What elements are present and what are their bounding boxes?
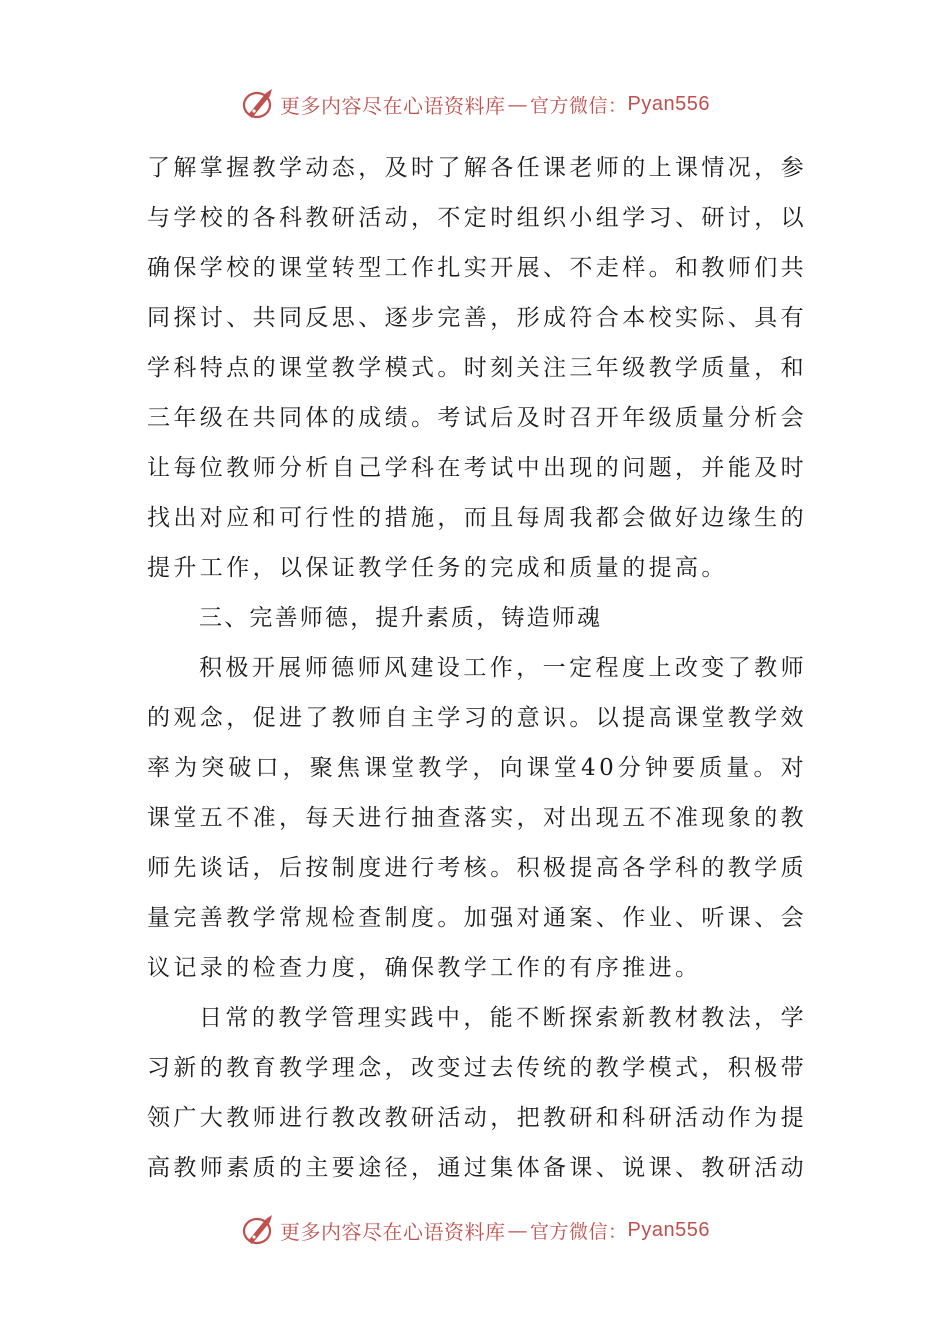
document-body — [147, 143, 807, 1193]
banner-dash: — — [507, 92, 528, 116]
banner-wechat-label: 官方微信： — [530, 1220, 628, 1243]
banner-wechat-id: Pyan556 — [627, 92, 710, 115]
footer-watermark-banner — [0, 1208, 950, 1252]
header-watermark-banner — [0, 82, 950, 126]
section-heading: 三、完善师德，提升素质，铸造师魂 — [199, 605, 603, 631]
banner-dash: — — [507, 1218, 528, 1242]
body-paragraph: 积极开展师德师风建设工作，一定程度上改变了教师的观念，促进了教师自主学习的意识。以提高课堂教学效率为突破口，聚焦课堂教学，向课堂40分钟要质量。对课堂五不准，每天进行抽查落实，对出现五不准现象的教师先谈话，后按制度进行考核。积极提高各学科的教学质量完善教学常规检查制度。加强对通案、作业、听课、会议记录的检查力度，确保教学工作的有序推进。 — [147, 655, 807, 981]
banner-main-text: 更多内容尽在心语资料库 — [280, 1219, 506, 1244]
pen-nib-circle-icon — [240, 87, 276, 121]
body-paragraph: 日常的教学管理实践中，能不断探索新教材教法，学习新的教育教学理念，改变过去传统的教学模式，积极带领广大教师进行教改教研活动，把教研和科研活动作为提高教师素质的主要途径，通过集体备课、说课、教研活动 — [147, 1005, 807, 1181]
banner-wechat-id: Pyan556 — [627, 1218, 710, 1241]
body-paragraph: 了解掌握教学动态，及时了解各任课老师的上课情况，参与学校的各科教研活动，不定时组织小组学习、研讨，以确保学校的课堂转型工作扎实开展、不走样。和教师们共同探讨、共同反思、逐步完善，形成符合本校实际、具有学科特点的课堂教学模式。时刻关注三年级教学质量，和三年级在共同体的成绩。考试后及时召开年级质量分析会让每位教师分析自己学科在考试中出现的问题，并能及时找出对应和可行性的措施，而且每周我都会做好边缘生的提升工作，以保证教学任务的完成和质量的提高。 — [147, 155, 807, 581]
banner-main-text: 更多内容尽在心语资料库 — [280, 93, 506, 118]
pen-nib-circle-icon — [240, 1213, 276, 1247]
banner-wechat-label: 官方微信： — [530, 94, 628, 117]
